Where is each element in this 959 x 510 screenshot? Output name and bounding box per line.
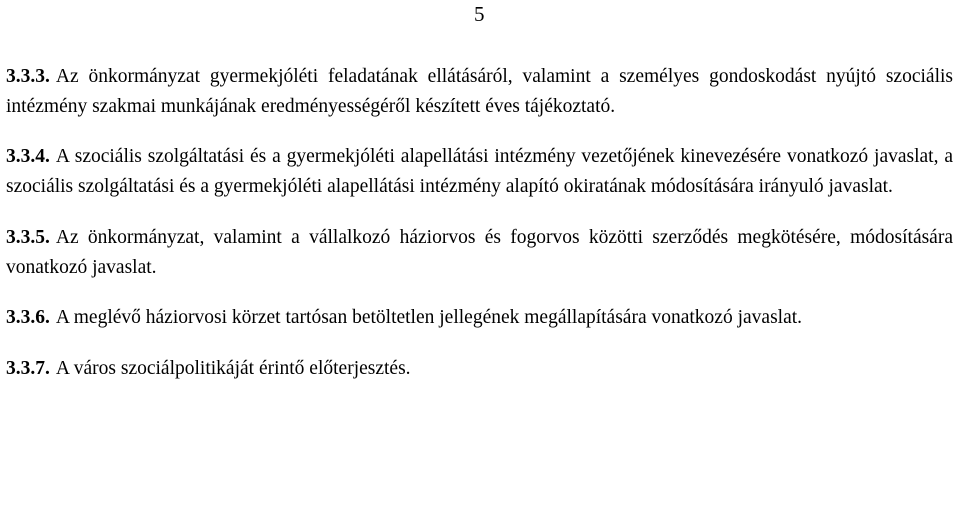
list-item [6,62,953,122]
list-item [6,223,953,283]
document-body [6,62,953,404]
item-text: A meglévő háziorvosi körzet tartósan betöltetlen jellegének megállapítására vonatkozó javaslat. [55,307,803,328]
item-text: A város szociálpolitikáját érintő előterjesztés. [55,358,411,379]
item-number: 3.3.6. [6,307,50,328]
item-number: 3.3.5. [6,227,50,248]
list-item [6,354,953,384]
item-number: 3.3.4. [6,146,50,167]
item-number: 3.3.7. [6,358,50,379]
item-number: 3.3.3. [6,66,50,87]
list-item [6,303,953,333]
item-text: Az önkormányzat, valamint a vállalkozó háziorvos és fogorvos közötti szerződés megkötésére, módosítására vonatkozó javaslat. [6,227,953,278]
item-text: Az önkormányzat gyermekjóléti feladatának ellátásáról, valamint a személyes gondoskodást nyújtó szociális intézmény szakmai munkájának eredményességéről készített éves tájékoztató. [6,66,953,117]
item-text: A szociális szolgáltatási és a gyermekjóléti alapellátási intézmény vezetőjének kinevezésére vonatkozó javaslat, a szociális szolgáltatási és a gyermekjóléti alapellátási intézmény alapító okiratának módosítására irányuló javaslat. [6,146,953,197]
page-number: 5 [474,2,485,26]
list-item [6,142,953,202]
